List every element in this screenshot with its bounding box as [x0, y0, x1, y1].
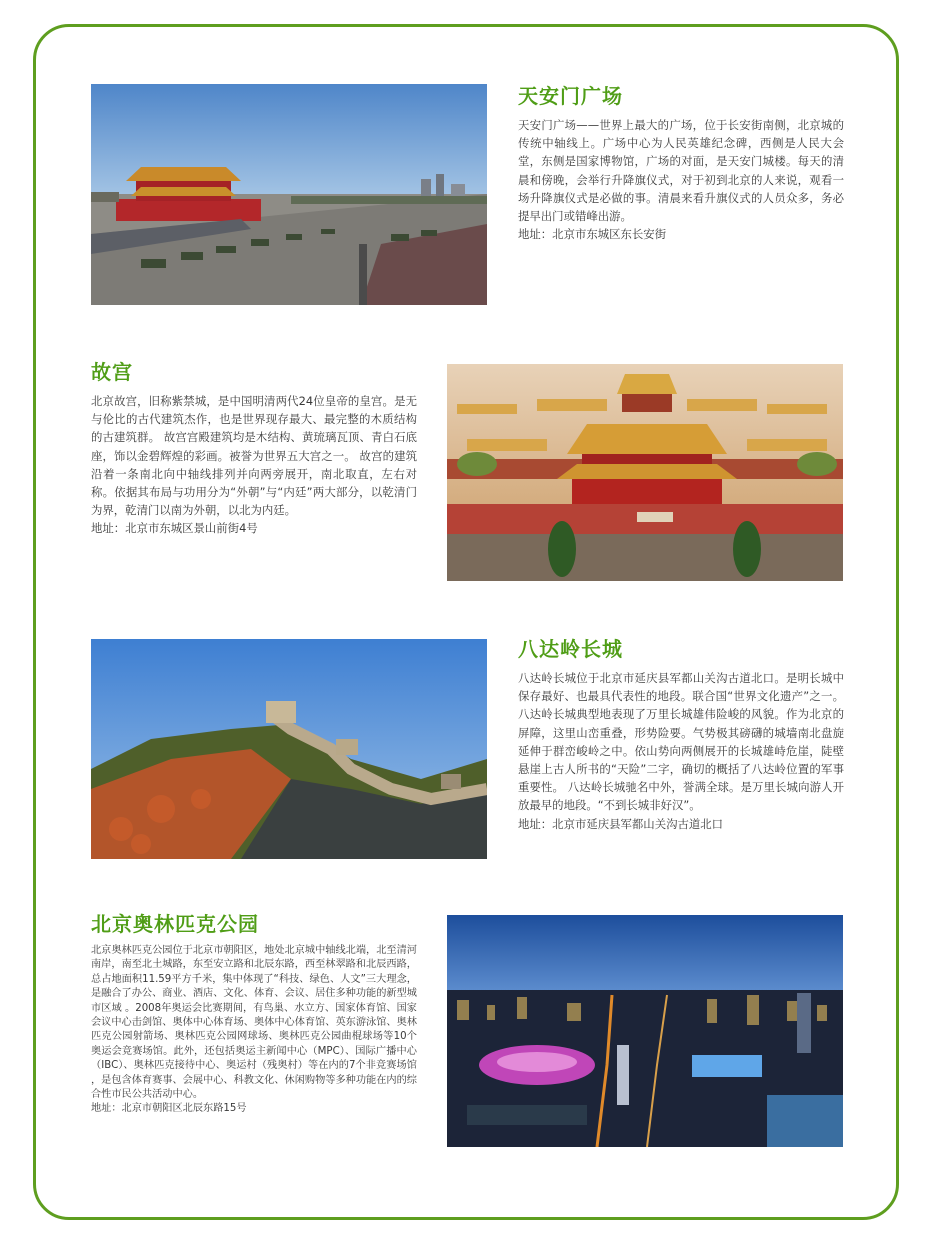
great-wall-address: 地址：北京市延庆县军都山关沟古道北口 [518, 816, 724, 831]
forbidden-city-section [91, 360, 417, 538]
tiananmen-address: 地址：北京市东城区东长安街 [518, 227, 667, 242]
great-wall-description: 八达岭长城位于北京市延庆县军都山关沟古道北口。是明长城中保存最好、也最具代表性的地段。联合国“世界文化遗产”之一。 八达岭长城典型地表现了万里长城雄伟险峻的风貌。作为北京的屏障，这里山峦重叠，形势险要。气势极其磅礴的城墙南北盘旋延伸于群峦峻岭之中。依山势向两侧展开的长城雄峙危崖，陡壁悬崖上古人所书的“天险”二字，确切的概括了八达岭位置的军事重要性。 八达岭长城驰名中外，誉满全球。是万里长城向游人开放最早的地段。“不到长城非好汉”。 [518, 671, 844, 813]
olympic-park-section [91, 912, 417, 1117]
olympic-park-photo [447, 915, 843, 1147]
olympic-park-title: 北京奥林匹克公园 [91, 912, 259, 936]
great-wall-photo [91, 639, 487, 859]
great-wall-section [518, 637, 844, 833]
forbidden-city-description: 北京故宫，旧称紫禁城，是中国明清两代24位皇帝的皇宫。是无与伦比的古代建筑杰作，也是世界现存最大、最完整的木质结构的古建筑群。 故宫宫殿建筑均是木结构、黄琉璃瓦顶、青白石底座，饰以金碧辉煌的彩画。被誉为世界五大宫之一。 故宫的建筑沿着一条南北向中轴线排列并向两旁展开，南北取直，左右对称。依据其布局与功用分为“外朝”与“内廷”两大部分，以乾清门为界，乾清门以南为外朝，以北为内廷。 [91, 394, 417, 518]
olympic-park-address: 地址：北京市朝阳区北辰东路15号 [91, 1103, 247, 1115]
tiananmen-title: 天安门广场 [518, 84, 623, 108]
great-wall-title: 八达岭长城 [518, 637, 623, 661]
forbidden-city-title: 故宫 [91, 360, 133, 384]
tiananmen-photo [91, 84, 487, 305]
forbidden-city-address: 地址：北京市东城区景山前街4号 [91, 521, 258, 536]
tiananmen-description: 天安门广场——世界上最大的广场，位于长安街南侧，北京城的传统中轴线上。广场中心为人民英雄纪念碑，西侧是人民大会堂，东侧是国家博物馆，广场的对面，是天安门城楼。每天的清晨和傍晚，会举行升降旗仪式，对于初到北京的人来说，观看一场升降旗仪式是必做的事。清晨来看升旗仪式的人员众多，务必提早出门或错峰出游。 [518, 118, 844, 224]
forbidden-city-photo [447, 364, 843, 581]
olympic-park-description: 北京奥林匹克公园位于北京市朝阳区，地处北京城中轴线北端，北至清河南岸，南至北土城路，东至安立路和北辰东路，西至林翠路和北辰西路，总占地面积11.59平方千米，集中体现了“科技、绿色、人文”三大理念，是融合了办公、商业、酒店、文化、体育、会议、居住多种功能的新型城市区域 。2008年奥运会比赛期间，有鸟巢、水立方、国家体育馆、国家会议中心击剑馆、奥体中心体育场、奥体中心体育馆、英东游泳馆、奥林匹克公园射箭场、奥林匹克公园网球场、奥林匹克公园曲棍球场等10个奥运会竞赛场馆。此外，还包括奥运主新闻中心（MPC）、国际广播中心（IBC）、奥林匹克接待中心、奥运村（残奥村）等在内的7个非竞赛场馆 ，是包含体育赛事、会展中心、科教文化、休闲购物等多种功能在内的综合性市民公共活动中心。 [91, 945, 417, 1101]
tiananmen-section [518, 84, 844, 243]
